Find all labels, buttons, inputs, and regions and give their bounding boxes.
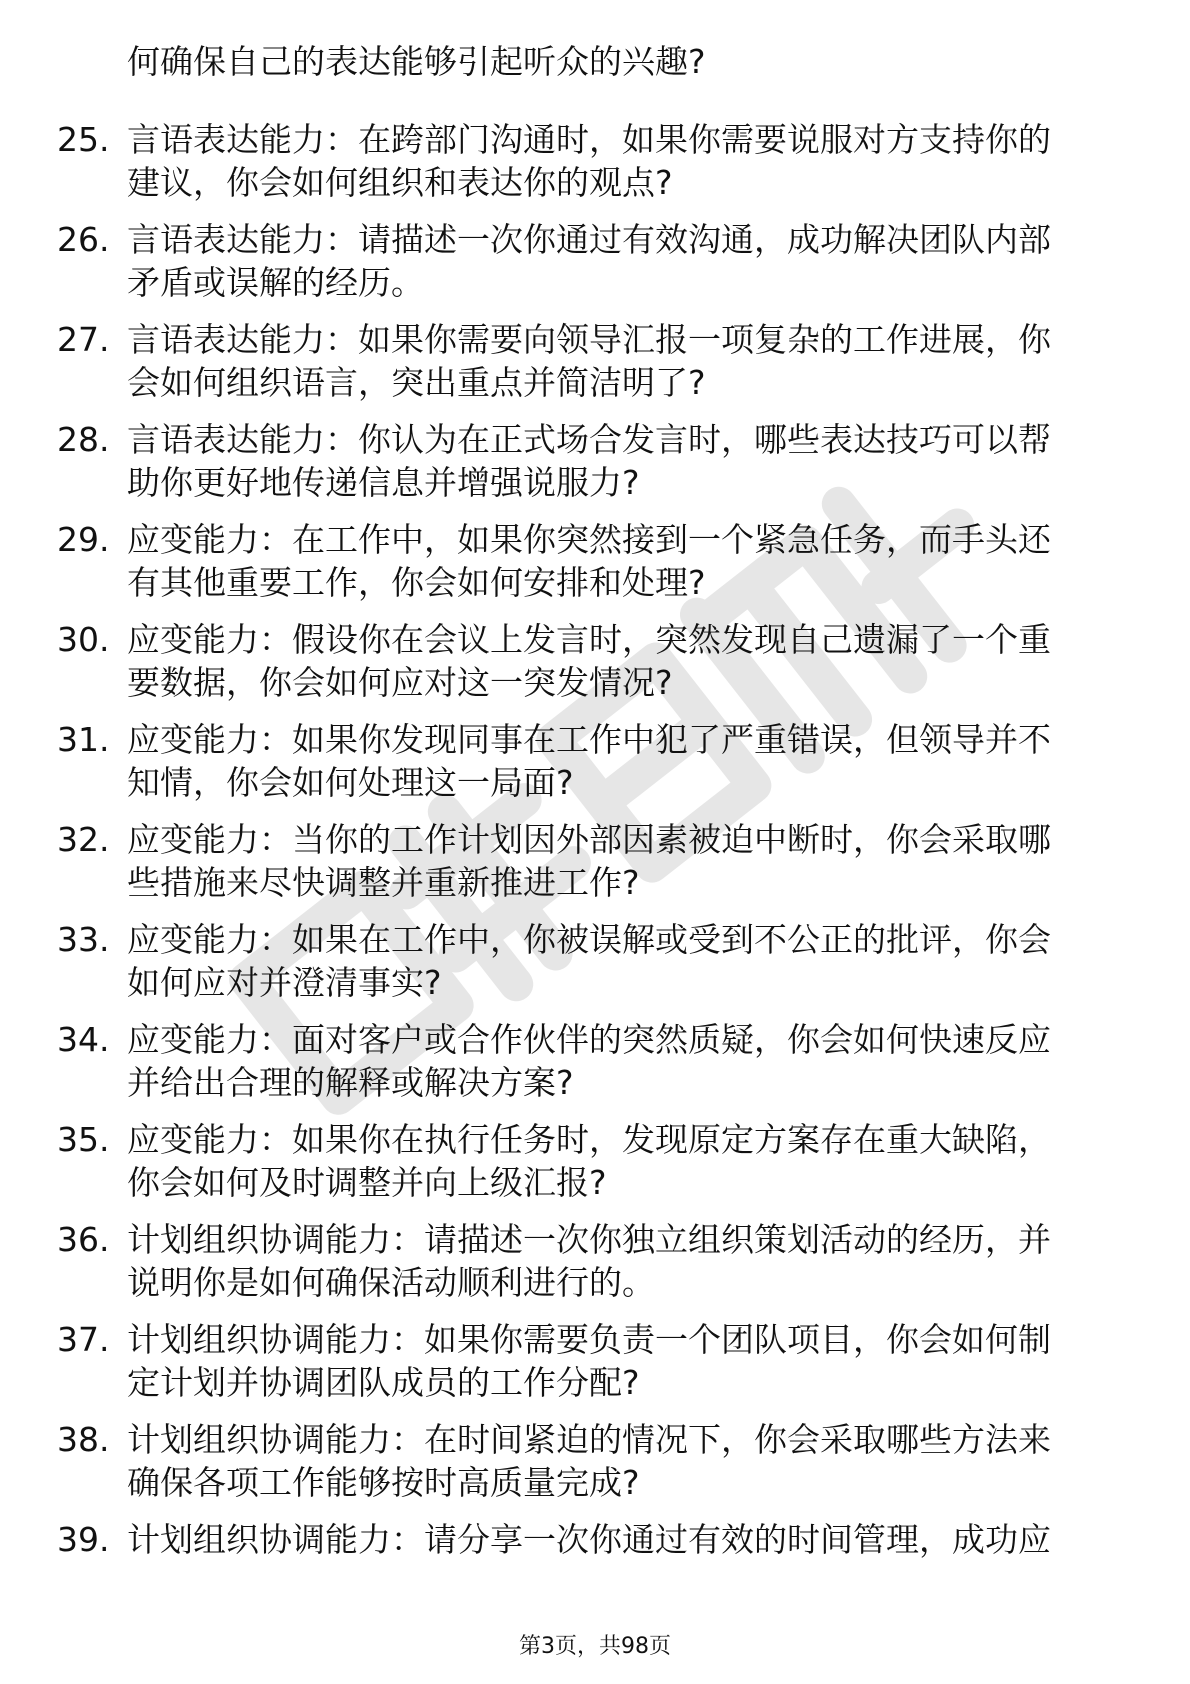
question-text-line: 计划组织协调能力：请分享一次你通过有效的时间管理，成功应 <box>127 1520 1051 1559</box>
question-text-line: 要数据，你会如何应对这一突发情况? <box>127 663 673 702</box>
question-item <box>0 318 1190 418</box>
question-number: 27. <box>57 320 110 359</box>
question-text-line: 定计划并协调团队成员的工作分配? <box>127 1363 640 1402</box>
question-text-line: 助你更好地传递信息并增强说服力? <box>127 463 640 502</box>
question-text-line: 计划组织协调能力：如果你需要负责一个团队项目，你会如何制 <box>127 1320 1051 1359</box>
question-text-line: 应变能力：在工作中，如果你突然接到一个紧急任务，而手头还 <box>127 520 1051 559</box>
question-text-line: 有其他重要工作，你会如何安排和处理? <box>127 563 706 602</box>
question-text-line: 应变能力：如果你在执行任务时，发现原定方案存在重大缺陷， <box>127 1120 1051 1159</box>
question-text-line: 应变能力：当你的工作计划因外部因素被迫中断时，你会采取哪 <box>127 820 1051 859</box>
question-number: 33. <box>57 920 110 959</box>
question-text-line: 建议，你会如何组织和表达你的观点? <box>127 163 673 202</box>
question-text-line: 知情，你会如何处理这一局面? <box>127 763 574 802</box>
question-text-line: 言语表达能力：你认为在正式场合发言时，哪些表达技巧可以帮 <box>127 420 1051 459</box>
question-number: 34. <box>57 1020 110 1059</box>
question-item <box>0 1218 1190 1318</box>
question-text-line: 些措施来尽快调整并重新推进工作? <box>127 863 640 902</box>
question-number: 29. <box>57 520 110 559</box>
question-item <box>0 218 1190 318</box>
question-text-line: 计划组织协调能力：在时间紧迫的情况下，你会采取哪些方法来 <box>127 1420 1051 1459</box>
question-item <box>0 818 1190 918</box>
question-number: 38. <box>57 1420 110 1459</box>
question-item <box>0 1018 1190 1118</box>
question-text-line: 言语表达能力：如果你需要向领导汇报一项复杂的工作进展，你 <box>127 320 1051 359</box>
question-text-line: 说明你是如何确保活动顺利进行的。 <box>127 1263 655 1302</box>
question-text-line: 确保各项工作能够按时高质量完成? <box>127 1463 640 1502</box>
question-text-line: 计划组织协调能力：请描述一次你独立组织策划活动的经历，并 <box>127 1220 1051 1259</box>
question-text-line: 言语表达能力：在跨部门沟通时，如果你需要说服对方支持你的 <box>127 120 1051 159</box>
question-text-line: 应变能力：如果你发现同事在工作中犯了严重错误，但领导并不 <box>127 720 1051 759</box>
question-text-line: 矛盾或误解的经历。 <box>127 263 424 302</box>
question-text-line: 并给出合理的解释或解决方案? <box>127 1063 574 1102</box>
question-item <box>0 518 1190 618</box>
question-number: 39. <box>57 1520 110 1559</box>
question-number: 28. <box>57 420 110 459</box>
question-item <box>0 618 1190 718</box>
continued-question-text: 何确保自己的表达能够引起听众的兴趣? <box>127 42 706 81</box>
question-number: 25. <box>57 120 110 159</box>
question-text-line: 应变能力：假设你在会议上发言时，突然发现自己遗漏了一个重 <box>127 620 1051 659</box>
question-item <box>0 1518 1190 1618</box>
question-number: 37. <box>57 1320 110 1359</box>
question-text-line: 会如何组织语言，突出重点并简洁明了? <box>127 363 706 402</box>
question-text-line: 你会如何及时调整并向上级汇报? <box>127 1163 607 1202</box>
question-number: 32. <box>57 820 110 859</box>
page-footer: 第3页，共98页 <box>519 1634 671 1659</box>
question-number: 31. <box>57 720 110 759</box>
question-number: 30. <box>57 620 110 659</box>
question-list <box>0 118 1190 1618</box>
question-item <box>0 1418 1190 1518</box>
question-number: 36. <box>57 1220 110 1259</box>
question-item <box>0 918 1190 1018</box>
question-number: 35. <box>57 1120 110 1159</box>
question-text-line: 言语表达能力：请描述一次你通过有效沟通，成功解决团队内部 <box>127 220 1051 259</box>
question-item <box>0 718 1190 818</box>
question-item <box>0 118 1190 218</box>
question-item <box>0 1318 1190 1418</box>
question-text-line: 应变能力：面对客户或合作伙伴的突然质疑，你会如何快速反应 <box>127 1020 1051 1059</box>
question-text-line: 应变能力：如果在工作中，你被误解或受到不公正的批评，你会 <box>127 920 1051 959</box>
question-item <box>0 1118 1190 1218</box>
question-number: 26. <box>57 220 110 259</box>
question-text-line: 如何应对并澄清事实? <box>127 963 442 1002</box>
question-item <box>0 418 1190 518</box>
